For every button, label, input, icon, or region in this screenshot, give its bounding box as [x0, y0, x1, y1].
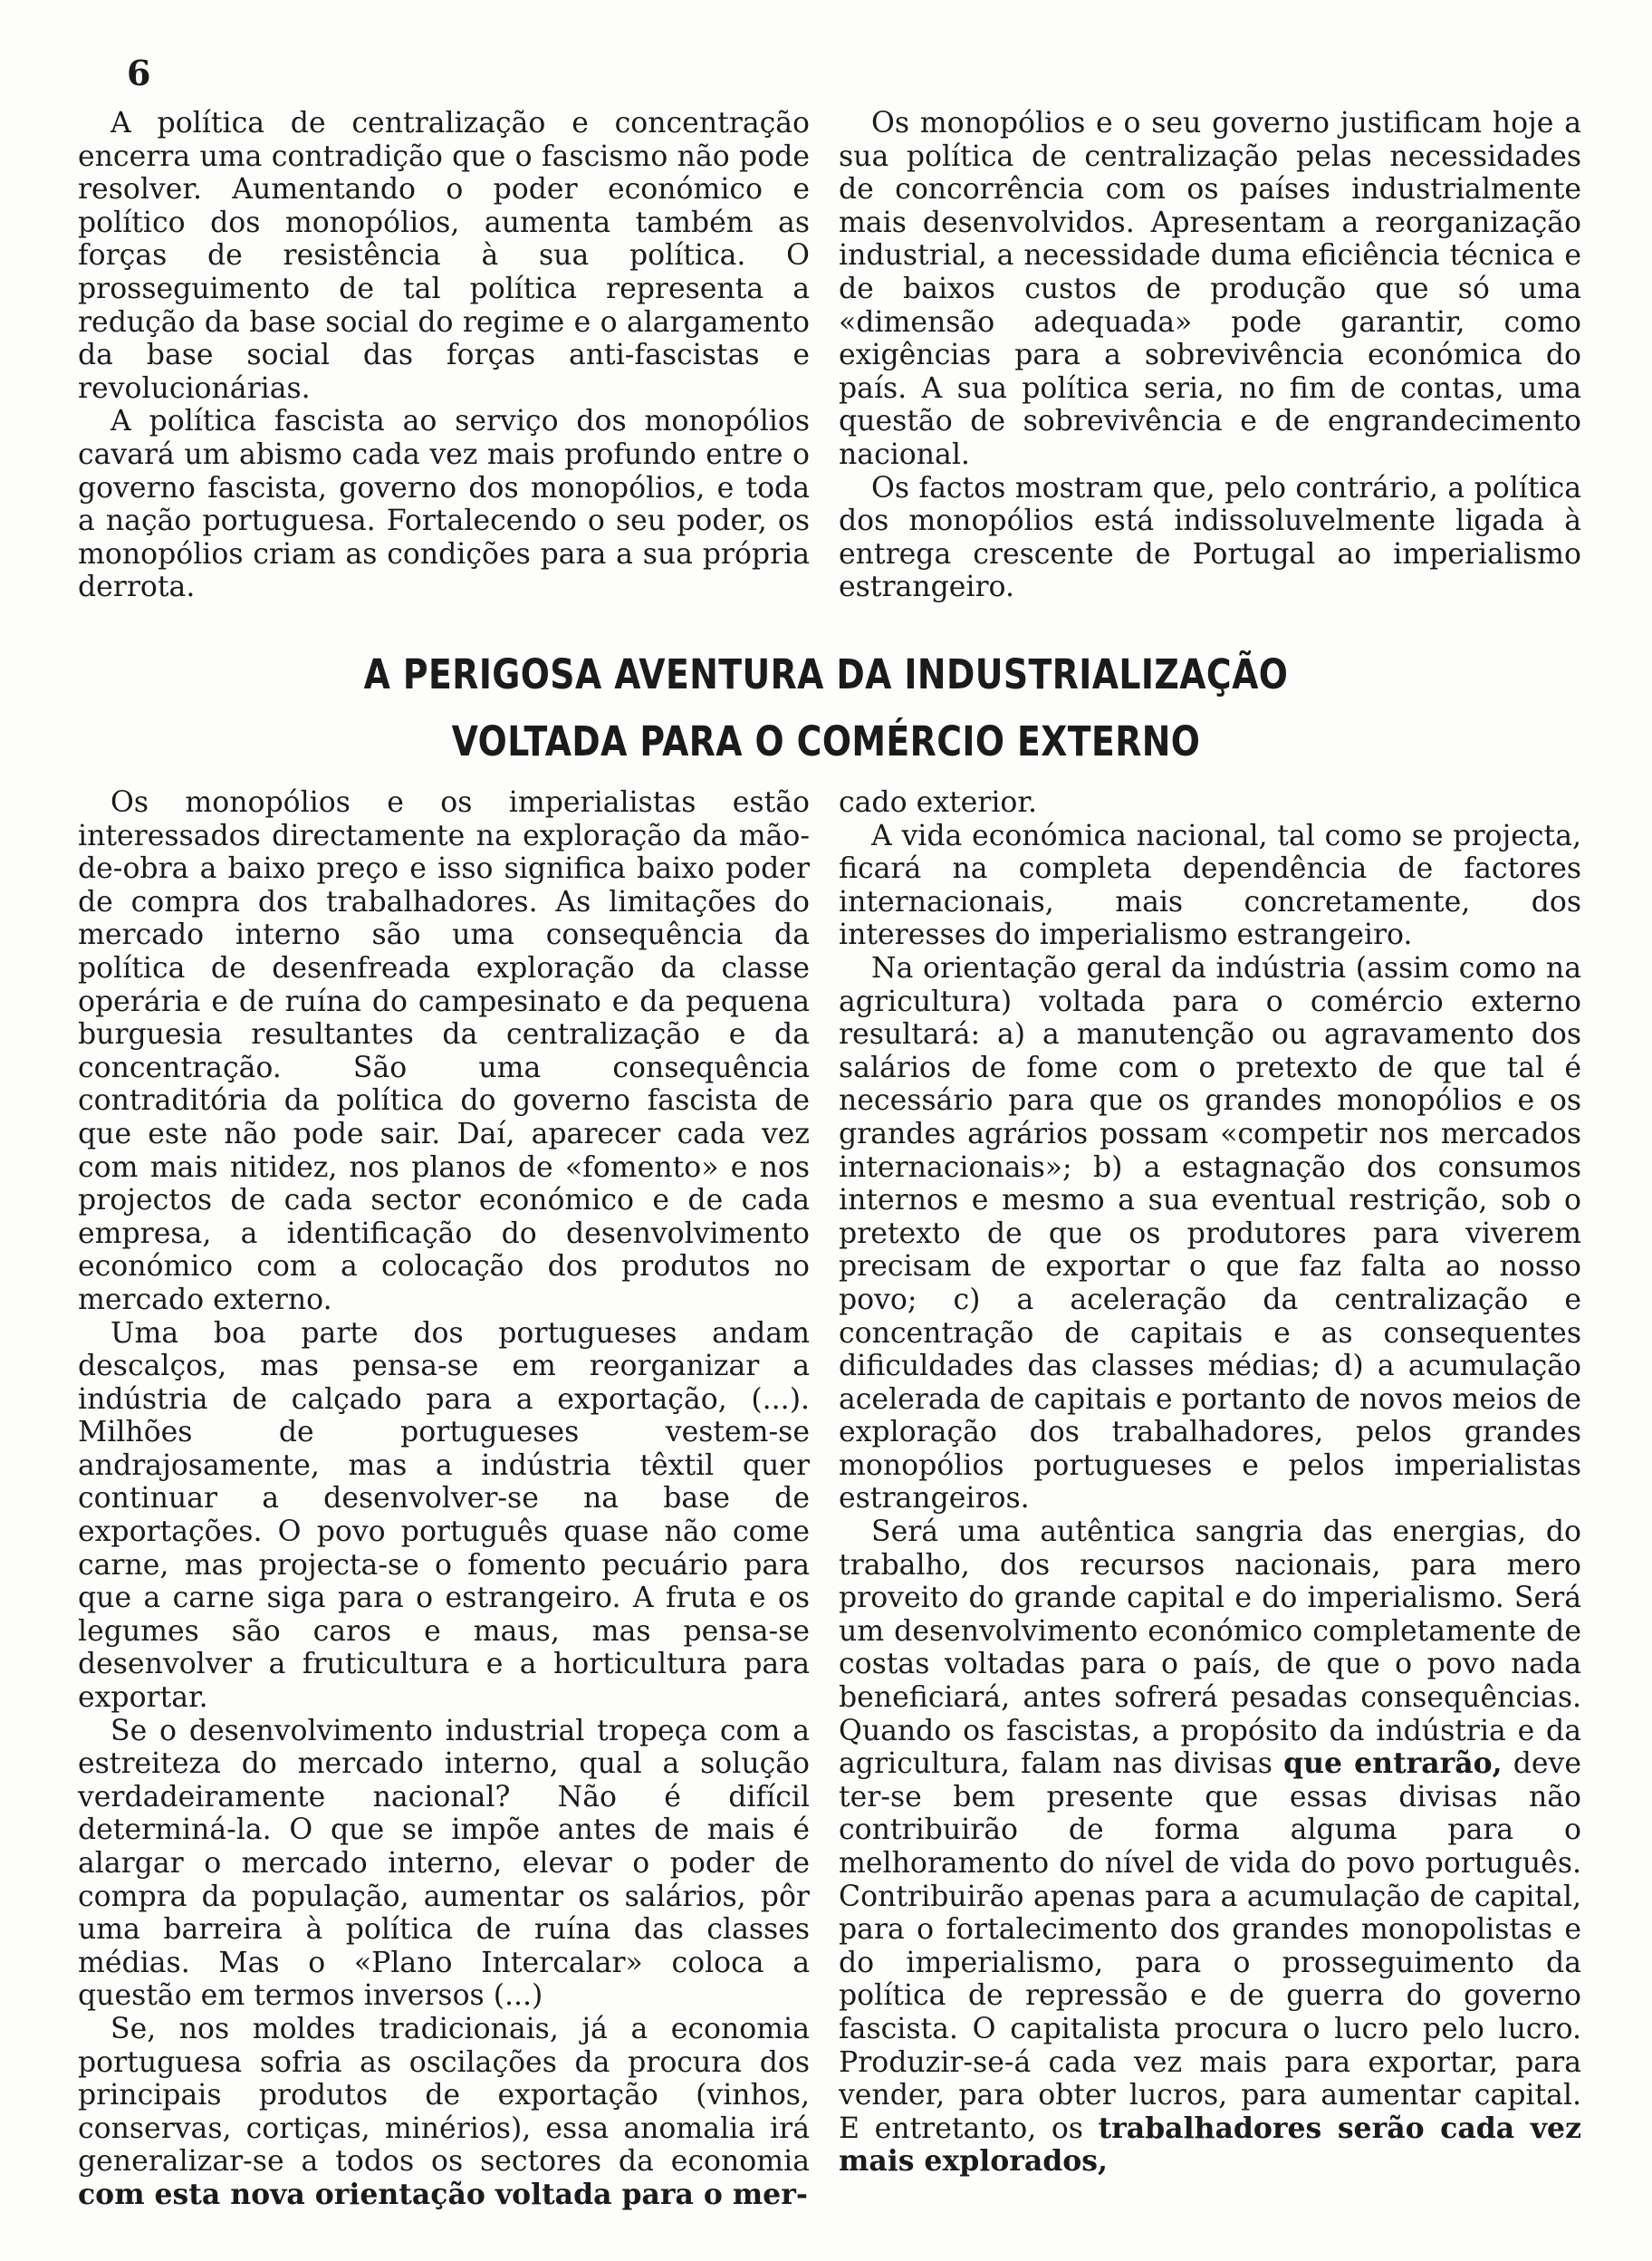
- article-column-left: [78, 786, 810, 2212]
- paragraph: Os monopólios e os imperialistas estão interessados directamente na exploração da mão-de-obra a baixo preço e isso significa baixo poder de compra dos trabalhadores. As limitações do mercado interno são uma consequência da política de desenfreada exploração da classe operária e de ruína do campesinato e da pequena burguesia resultantes da centralização e da concentração. São uma consequência contraditória da política do governo fascista de que este não pode sair. Daí, aparecer cada vez com mais nitidez, nos planos de «fomento» e nos projectos de cada sector económico e de cada empresa, a identificação do desenvolvimento económico com a colocação dos produtos no mercado externo.: [78, 786, 810, 1316]
- bold-line: com esta nova orientação voltada para o mer-: [78, 2177, 808, 2211]
- paragraph: A política de centralização e concentração encerra uma contradição que o fascismo não pode resolver. Aumentando o poder económico e político dos monopólios, aumenta também as forças de resistência à sua política. O prosseguimento de tal política representa a redução da base social do regime e o alargamento da base social das forças anti-fascistas e revolucionárias.: [78, 107, 810, 405]
- paragraph: A vida económica nacional, tal como se projecta, ficará na completa dependência de factores internacionais, mais concretamente, dos interesses do imperialismo estrangeiro.: [839, 819, 1581, 952]
- page-number: 6: [127, 53, 151, 93]
- paragraph: Na orientação geral da indústria (assim como na agricultura) voltada para o comércio externo resultará: a) a manutenção ou agravamento dos salários de fome com o pretexto de que tal é necessário para que os grandes monopólios e os grandes agrários possam «competir nos mercados internacionais»; b) a estagnação dos consumos internos e mesmo a sua eventual restrição, sob o pretexto de que os produtores para viverem precisam de exportar o que faz falta ao nosso povo; c) a aceleração da centralização e concentração de capitais e as consequentes dificuldades das classes médias; d) a acumulação acelerada de capitais e portanto de novos meios de exploração dos trabalhadores, pelos grandes monopólios portugueses e pelos imperialistas estrangeiros.: [839, 951, 1581, 1515]
- paragraph: [839, 1515, 1581, 2179]
- article-headline-line-1: A PERIGOSA AVENTURA DA INDUSTRIALIZAÇÃO: [363, 650, 1289, 698]
- paragraph: Os factos mostram que, pelo contrário, a política dos monopólios está indissoluvelmente ligada à entrega crescente de Portugal ao imperialismo estrangeiro.: [839, 471, 1581, 604]
- lead-column-left: [78, 107, 810, 604]
- paragraph: A política fascista ao serviço dos monopólios cavará um abismo cada vez mais profundo entre o governo fascista, governo dos monopólios, e toda a nação portuguesa. Fortalecendo o seu poder, os monopólios criam as condições para a sua própria derrota.: [78, 405, 810, 604]
- paragraph: Os monopólios e o seu governo justificam hoje a sua política de centralização pelas necessidades de concorrência com os países industrialmente mais desenvolvidos. Apresentam a reorganização industrial, a necessidade duma eficiência técnica e de baixos custos de produção que só uma «dimensão adequada» pode garantir, como exigências para a sobrevivência económica do país. A sua política seria, no fim de contas, uma questão de sobrevivência e de engrandecimento nacional.: [839, 107, 1581, 471]
- article-column-right: [839, 786, 1581, 2179]
- paragraph-text: Será uma autêntica sangria das energias, do trabalho, dos recursos nacionais, para mero proveito do grande capital e do imperialismo. Será um desenvolvimento económico completamente de costas voltadas para o país, de que o povo nada beneficiará, antes sofrerá pesadas consequências. Quando os fascistas, a propósito da indústria e da agricultura, falam nas divisas: [839, 1515, 1581, 1781]
- paragraph-text: Se, nos moldes tradicionais, já a economia portuguesa sofria as oscilações da procura dos principais produtos de exportação (vinhos, conservas, cortiças, minérios), essa anomalia irá generalizar-se a todos os sectores da economia: [78, 2012, 810, 2179]
- article-headline-line-2: VOLTADA PARA O COMÉRCIO EXTERNO: [451, 717, 1201, 765]
- paragraph: [78, 2013, 810, 2212]
- bold-phrase: que entrarão,: [1283, 1746, 1503, 1781]
- bold-line: trabalhadores serão cada vez mais explorados,: [839, 2111, 1581, 2179]
- lead-column-right: [839, 107, 1581, 604]
- paragraph-text: deve ter-se bem presente que essas divisas não contribuirão de forma alguma para o melhoramento do nível de vida do povo português. Contribuirão apenas para a acumulação de capital, para o fortalecimento dos grandes monopolistas e do imperialismo, para o prosseguimento da política de repressão e de guerra do governo fascista. O capitalista procura o lucro pelo lucro. Produzir-se-á cada vez mais para exportar, para vender, para obter lucros, para aumentar capital. E entretanto, os: [839, 1747, 1581, 2145]
- paragraph-continuation: cado exterior.: [839, 786, 1037, 819]
- paragraph: Uma boa parte dos portugueses andam descalços, mas pensa-se em reorganizar a indústria de calçado para a exportação, (...). Milhões de portugueses vestem-se andrajosamente, mas a indústria têxtil quer continuar a desenvolver-se na base de exportações. O povo português quase não come carne, mas projecta-se o fomento pecuário para que a carne siga para o estrangeiro. A fruta e os legumes são caros e maus, mas pensa-se desenvolver a fruticultura e a horticultura para exportar.: [78, 1316, 810, 1715]
- paragraph: Se o desenvolvimento industrial tropeça com a estreiteza do mercado interno, qual a solução verdadeiramente nacional? Não é difícil determiná-la. O que se impõe antes de mais é alargar o mercado interno, elevar o poder de compra da população, aumentar os salários, pôr uma barreira à política de ruína das classes médias. Mas o «Plano Intercalar» coloca a questão em termos inversos (...): [78, 1714, 810, 2013]
